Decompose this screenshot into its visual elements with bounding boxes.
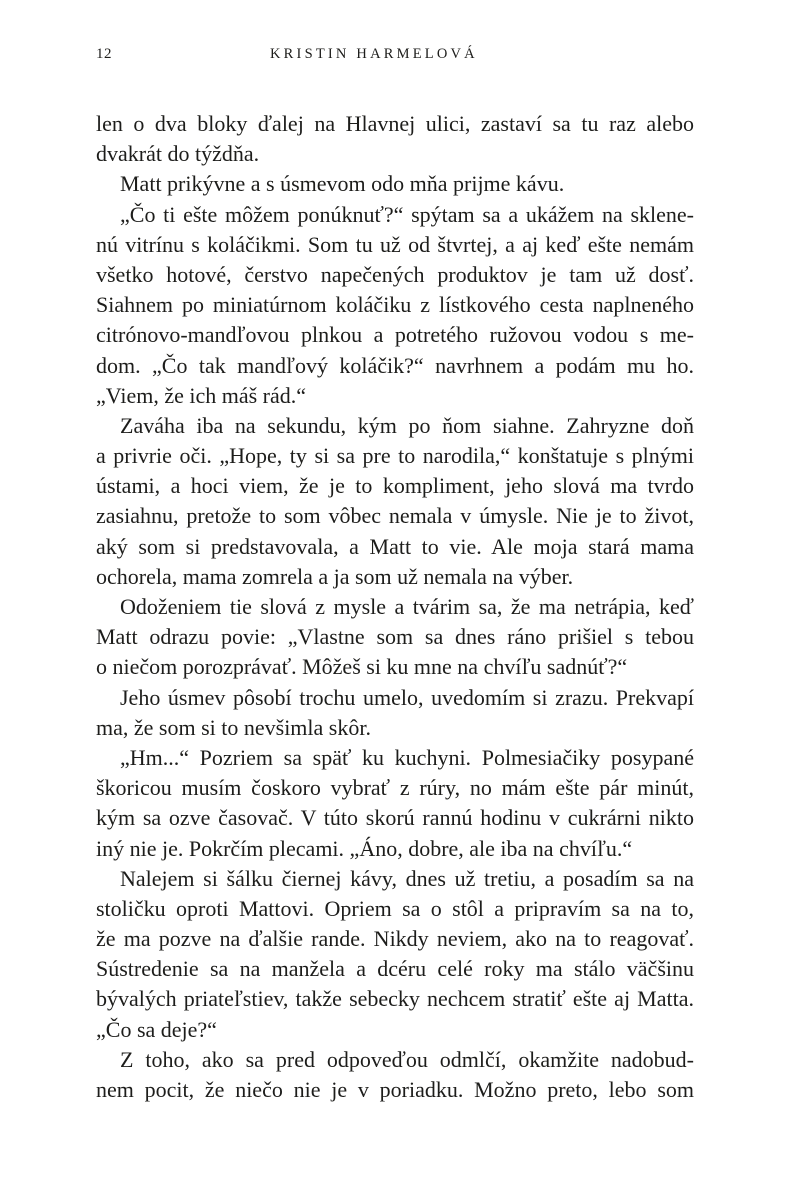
text-line: o niečom porozprávať. Môžeš si ku mne na chvíľu sadnúť?“ bbox=[96, 654, 628, 680]
text-line: „Hm...“ Pozriem sa späť ku kuchyni. Polmesiačiky posypané bbox=[120, 744, 694, 770]
text-line: Sústredenie sa na manžela a dcéru celé roky ma stálo väčšinu bbox=[96, 956, 694, 982]
text-line: Nalejem si šálku čiernej kávy, dnes už tretiu, a posadím sa na bbox=[120, 865, 694, 891]
text-line: „Viem, že ich máš rád.“ bbox=[96, 382, 307, 408]
text-line: len o dva bloky ďalej na Hlavnej ulici, zastaví sa tu raz alebo bbox=[96, 111, 694, 136]
text-line: dvakrát do týždňa. bbox=[96, 141, 260, 167]
text-line: iný nie je. Pokrčím plecami. „Áno, dobre, ale iba na chvíľu.“ bbox=[96, 835, 633, 861]
body-text bbox=[96, 109, 694, 1105]
text-line: Matt prikývne a s úsmevom odo mňa prijme kávu. bbox=[120, 171, 565, 197]
text-line: všetko hotové, čerstvo napečených produktov je tam už dosť. bbox=[96, 261, 694, 287]
text-line: dom. „Čo tak mandľový koláčik?“ navrhnem a podám mu ho. bbox=[96, 352, 694, 378]
text-line: a privrie oči. „Hope, ty si sa pre to narodila,“ konštatuje s plnými bbox=[96, 443, 694, 469]
running-title: KRISTIN HARMELOVÁ bbox=[270, 46, 478, 62]
text-line: bývalých priateľstiev, takže sebecky nechcem stratiť ešte aj Matta. bbox=[96, 986, 694, 1012]
text-line: Siahnem po miniatúrnom koláčiku z lístkového cesta naplneného bbox=[96, 292, 694, 318]
page-number: 12 bbox=[96, 46, 112, 62]
text-line: citrónovo-mandľovou plnkou a potretého ružovou vodou s me- bbox=[96, 322, 694, 348]
text-line: nú vitrínu s koláčikmi. Som tu už od štvrtej, a aj keď ešte nemám bbox=[96, 231, 694, 257]
text-line: aký som si predstavovala, a Matt to vie. Ale moja stará mama bbox=[96, 533, 694, 559]
text-line: nem pocit, že niečo nie je v poriadku. Možno preto, lebo som bbox=[96, 1077, 694, 1102]
text-line: ochorela, mama zomrela a ja som už nemala na výber. bbox=[96, 563, 574, 589]
text-line: Jeho úsmev pôsobí trochu umelo, uvedomím si zrazu. Prekvapí bbox=[120, 684, 694, 710]
text-line: ústami, a hoci viem, že je to kompliment, jeho slová ma tvrdo bbox=[96, 473, 694, 499]
text-line: kým sa ozve časovač. V túto skorú rannú hodinu v cukrárni nikto bbox=[96, 805, 694, 831]
text-line: Matt odrazu povie: „Vlastne som sa dnes ráno prišiel s tebou bbox=[96, 624, 694, 650]
text-line: ma, že som si to nevšimla skôr. bbox=[96, 714, 371, 740]
text-line: že ma pozve na ďalšie rande. Nikdy neviem, ako na to reagovať. bbox=[96, 926, 694, 952]
text-line: zasiahnu, pretože to som vôbec nemala v úmysle. Nie je to život, bbox=[96, 503, 694, 529]
text-line: „Čo ti ešte môžem ponúknuť?“ spýtam sa a ukážem na sklene- bbox=[120, 201, 694, 227]
text-line: „Čo sa deje?“ bbox=[96, 1016, 217, 1042]
running-header bbox=[96, 46, 696, 70]
text-line: stoličku oproti Mattovi. Opriem sa o stôl a pripravím sa na to, bbox=[96, 895, 694, 921]
text-line: škoricou musím čoskoro vybrať z rúry, no mám ešte pár minút, bbox=[96, 775, 694, 801]
text-line: Odoženiem tie slová z mysle a tvárim sa, že ma netrápia, keď bbox=[120, 594, 694, 619]
text-line: Zaváha iba na sekundu, kým po ňom siahne. Zahryzne doň bbox=[120, 412, 694, 438]
text-line: Z toho, ako sa pred odpoveďou odmlčí, okamžite nadobud- bbox=[120, 1046, 694, 1072]
